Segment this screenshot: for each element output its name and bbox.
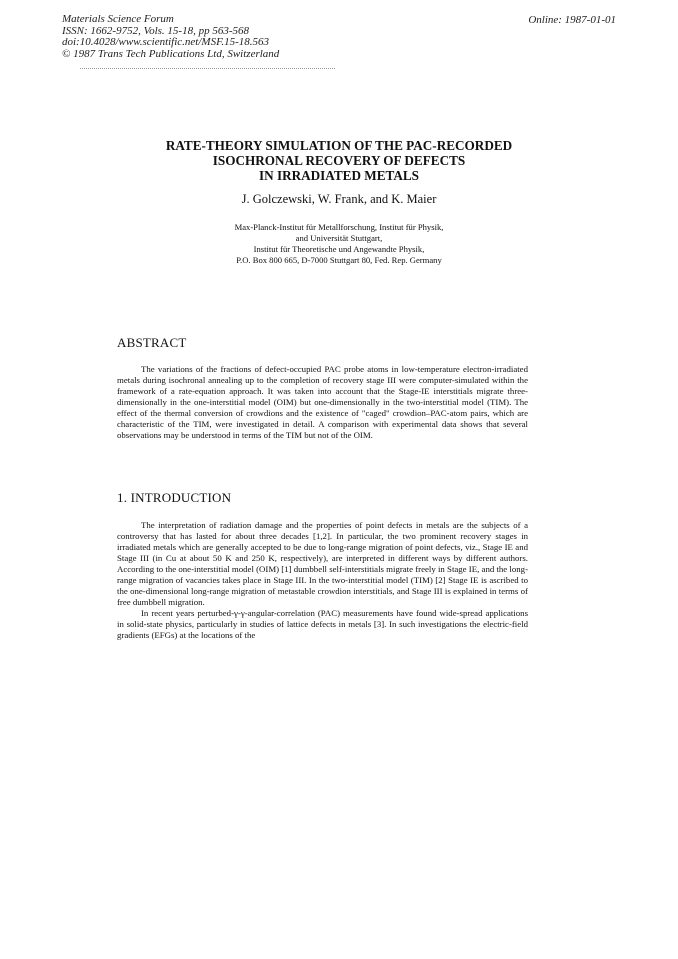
journal-header — [62, 14, 279, 60]
online-date: Online: 1987-01-01 — [528, 14, 616, 26]
intro-paragraph: The interpretation of radiation damage and the properties of point defects in metals are the subjects of a controversy that has lasted for about three decades [1,2]. In particular, the two prominent recovery stages in irradiated metals which are generally accepted to be due to long-range migration of point defects, viz., Stage IE and Stage III (in Cu at about 50 K and 250 K, respectively), are interpreted in different ways by different authors. According to the one-interstitial model (OIM) [1] dumbbell self-interstitials migrate freely in Stage IE, and the long-range migration of vacancies takes place in Stage III. In the two-interstitial model (TIM) [2] Stage IE is ascribed to the one-dimensional long-range migration of metastable crowdion interstitials, and Stage III is explained in terms of free dumbbell migration. — [117, 520, 528, 608]
doi-line: doi:10.4028/www.scientific.net/MSF.15-18.563 — [62, 36, 270, 48]
affiliation-line: P.O. Box 800 665, D-7000 Stuttgart 80, Fed. Rep. Germany — [236, 255, 442, 265]
affiliation-line: and Universität Stuttgart, — [295, 233, 383, 243]
journal-name: Materials Science Forum — [62, 13, 174, 25]
abstract-body — [117, 364, 528, 441]
scan-artifact-line — [80, 68, 335, 69]
issn-line: ISSN: 1662-9752, Vols. 15-18, pp 563-568 — [62, 24, 249, 37]
author-list: J. Golczewski, W. Frank, and K. Maier — [241, 192, 437, 206]
paper-title — [0, 138, 678, 183]
intro-paragraph: In recent years perturbed-γ-γ-angular-correlation (PAC) measurements have found wide-spread applications in solid-state physics, particularly in studies of lattice defects in metals [3]. In such investigations the electric-field gradients (EFGs) at the locations of the — [117, 608, 528, 641]
introduction-heading: 1. INTRODUCTION — [117, 490, 232, 505]
introduction-body — [117, 520, 528, 642]
affiliation-line: Institut für Theoretische und Angewandte Physik, — [253, 244, 425, 254]
abstract-heading: ABSTRACT — [117, 335, 187, 350]
affiliation — [0, 222, 678, 266]
title-line: IN IRRADIATED METALS — [259, 168, 419, 183]
title-line: RATE-THEORY SIMULATION OF THE PAC-RECORDED — [165, 138, 513, 153]
title-line: ISOCHRONAL RECOVERY OF DEFECTS — [212, 153, 466, 168]
copyright-line: © 1987 Trans Tech Publications Ltd, Switzerland — [62, 47, 280, 60]
affiliation-line: Max-Planck-Institut für Metallforschung, Institut für Physik, — [234, 222, 444, 232]
abstract-paragraph: The variations of the fractions of defect-occupied PAC probe atoms in low-temperature electron-irradiated metals during isochronal annealing up to the completion of recovery stage III were computer-simulated within the framework of a rate-equation approach. It was taken into account that the Stage-IE interstitials migrate three-dimensionally in the one-interstitial model (OIM) but one-dimensionally in the two-interstitial model (TIM). The effect of the thermal conversion of crowdions and the existence of "caged" crowdion–PAC-atom pairs, which are characteristic of the TIM, were investigated in detail. A comparison with experimental data shows that several observations may be understood in terms of the TIM but not of the OIM. — [117, 364, 528, 441]
